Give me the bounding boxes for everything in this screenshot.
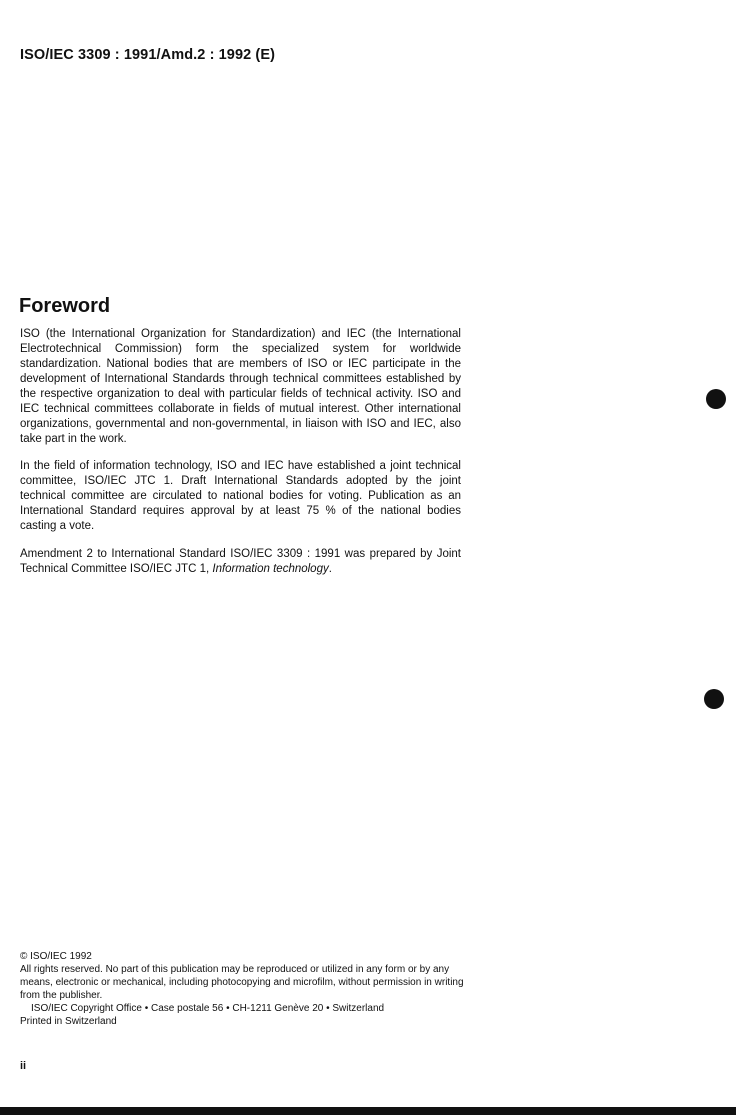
foreword-paragraph-1: ISO (the International Organization for Standardization) and IEC (the International Electrotechnical Commission) form the specialized system for worldwide standardization. National bodies that are members of ISO or IEC participate in the development of International Standards through technical committees established by the respective organization to deal with particular fields of technical activity. ISO and IEC technical committees collaborate in fields of mutual interest. Other international organizations, governmental and non-governmental, in liaison with ISO and IEC, also take part in the work. bbox=[20, 328, 461, 445]
paragraph-3-italic-title: Information technology bbox=[212, 563, 329, 575]
foreword-paragraph-3 bbox=[20, 547, 461, 577]
page-number: ii bbox=[20, 1060, 27, 1072]
foreword-paragraph-2: In the field of information technology, ISO and IEC have established a joint technical committee, ISO/IEC JTC 1. Draft International Standards adopted by the joint technical committee are circulated to national bodies for voting. Publication as an International Standard requires approval by at least 75 % of the national bodies casting a vote. bbox=[20, 460, 461, 532]
copyright-office-address: ISO/IEC Copyright Office • Case postale 56 • CH-1211 Genève 20 • Switzerland bbox=[31, 1003, 385, 1014]
page-bottom-edge bbox=[0, 1107, 736, 1115]
foreword-title: Foreword bbox=[19, 295, 111, 317]
copyright-footer bbox=[20, 950, 465, 1028]
printed-in: Printed in Switzerland bbox=[20, 1016, 117, 1027]
binding-hole-mark-bottom bbox=[704, 689, 724, 709]
paragraph-3-end: . bbox=[328, 563, 332, 575]
document-designation: ISO/IEC 3309 : 1991/Amd.2 : 1992 (E) bbox=[20, 47, 276, 63]
binding-hole-mark-top bbox=[706, 389, 726, 409]
rights-statement: All rights reserved. No part of this publication may be reproduced or utilized in any form or by any means, electronic or mechanical, including photocopying and microfilm, without permission in writing from the publisher. bbox=[20, 964, 464, 1001]
paragraph-3-text: Amendment 2 to International Standard ISO/IEC 3309 : 1991 was prepared by Joint Technical Committee ISO/IEC JTC 1, bbox=[20, 548, 461, 575]
copyright-line: © ISO/IEC 1992 bbox=[20, 951, 92, 962]
